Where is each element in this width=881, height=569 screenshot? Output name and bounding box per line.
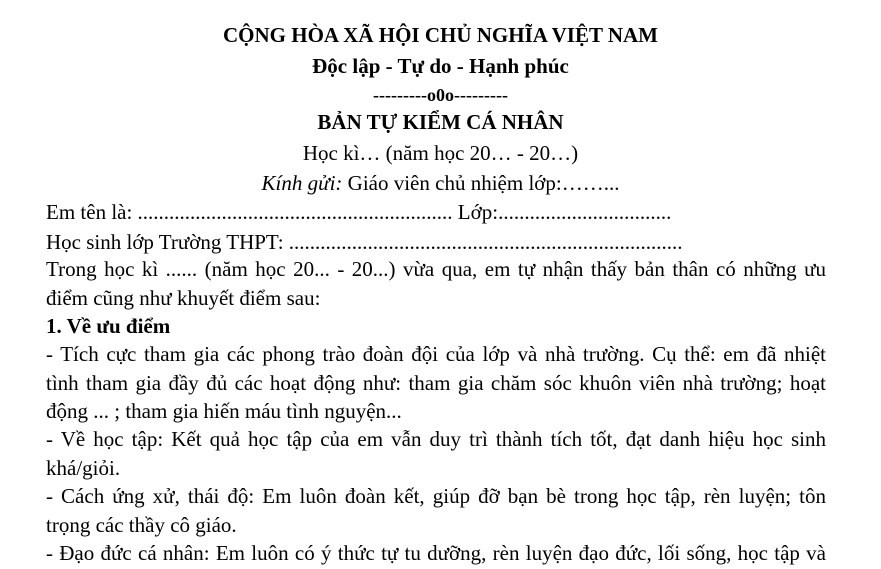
- intro-line-1: Trong học kì ...... (năm học 20... - 20...) vừa qua, em tự nhận thấy bản thân có những ưu: [46, 257, 826, 281]
- addressee-text: Giáo viên chủ nhiệm lớp:……...: [342, 171, 620, 195]
- section-heading-strengths: 1. Về ưu điểm: [46, 314, 171, 338]
- behavior-line-1: - Cách ứng xử, thái độ: Em luôn đoàn kết, giúp đỡ bạn bè trong học tập, rèn luyện; tôn: [46, 484, 826, 508]
- study-line-1: - Về học tập: Kết quả học tập của em vẫn duy trì thành tích tốt, đạt danh hiệu học sinh: [46, 427, 826, 451]
- semester-line: Học kì… (năm học 20… - 20…): [302, 141, 579, 165]
- activities-line-3: động ... ; tham gia hiến máu tình nguyện...: [46, 399, 402, 423]
- national-motto: Độc lập - Tự do - Hạnh phúc: [312, 54, 569, 78]
- activities-line-1: - Tích cực tham gia các phong trào đoàn đội của lớp và nhà trường. Cụ thể: em đã nhiệt: [46, 342, 826, 366]
- activities-line-2: tình tham gia đầy đủ các hoạt động như: tham gia chăm sóc khuôn viên nhà trường; hoạt: [46, 371, 826, 395]
- ethics-line-1: - Đạo đức cá nhân: Em luôn có ý thức tự tu dưỡng, rèn luyện đạo đức, lối sống, học tập và: [46, 541, 826, 565]
- student-school-line: Học sinh lớp Trường THPT: ...........................................................................: [46, 230, 683, 254]
- behavior-line-2: trọng các thầy cô giáo.: [46, 513, 237, 537]
- study-line-2: khá/giỏi.: [46, 456, 121, 480]
- intro-line-2: điểm cũng như khuyết điểm sau:: [46, 286, 321, 310]
- national-title: CỘNG HÒA XÃ HỘI CHỦ NGHĨA VIỆT NAM: [222, 23, 659, 47]
- addressee-line: [0, 170, 881, 196]
- document-title: BẢN TỰ KIỂM CÁ NHÂN: [317, 110, 564, 134]
- title-separator: ---------o0o---------: [373, 85, 508, 105]
- addressee-label: Kính gửi:: [261, 171, 343, 195]
- student-name-line: Em tên là: ............................................................ Lớp:.................................: [46, 200, 672, 224]
